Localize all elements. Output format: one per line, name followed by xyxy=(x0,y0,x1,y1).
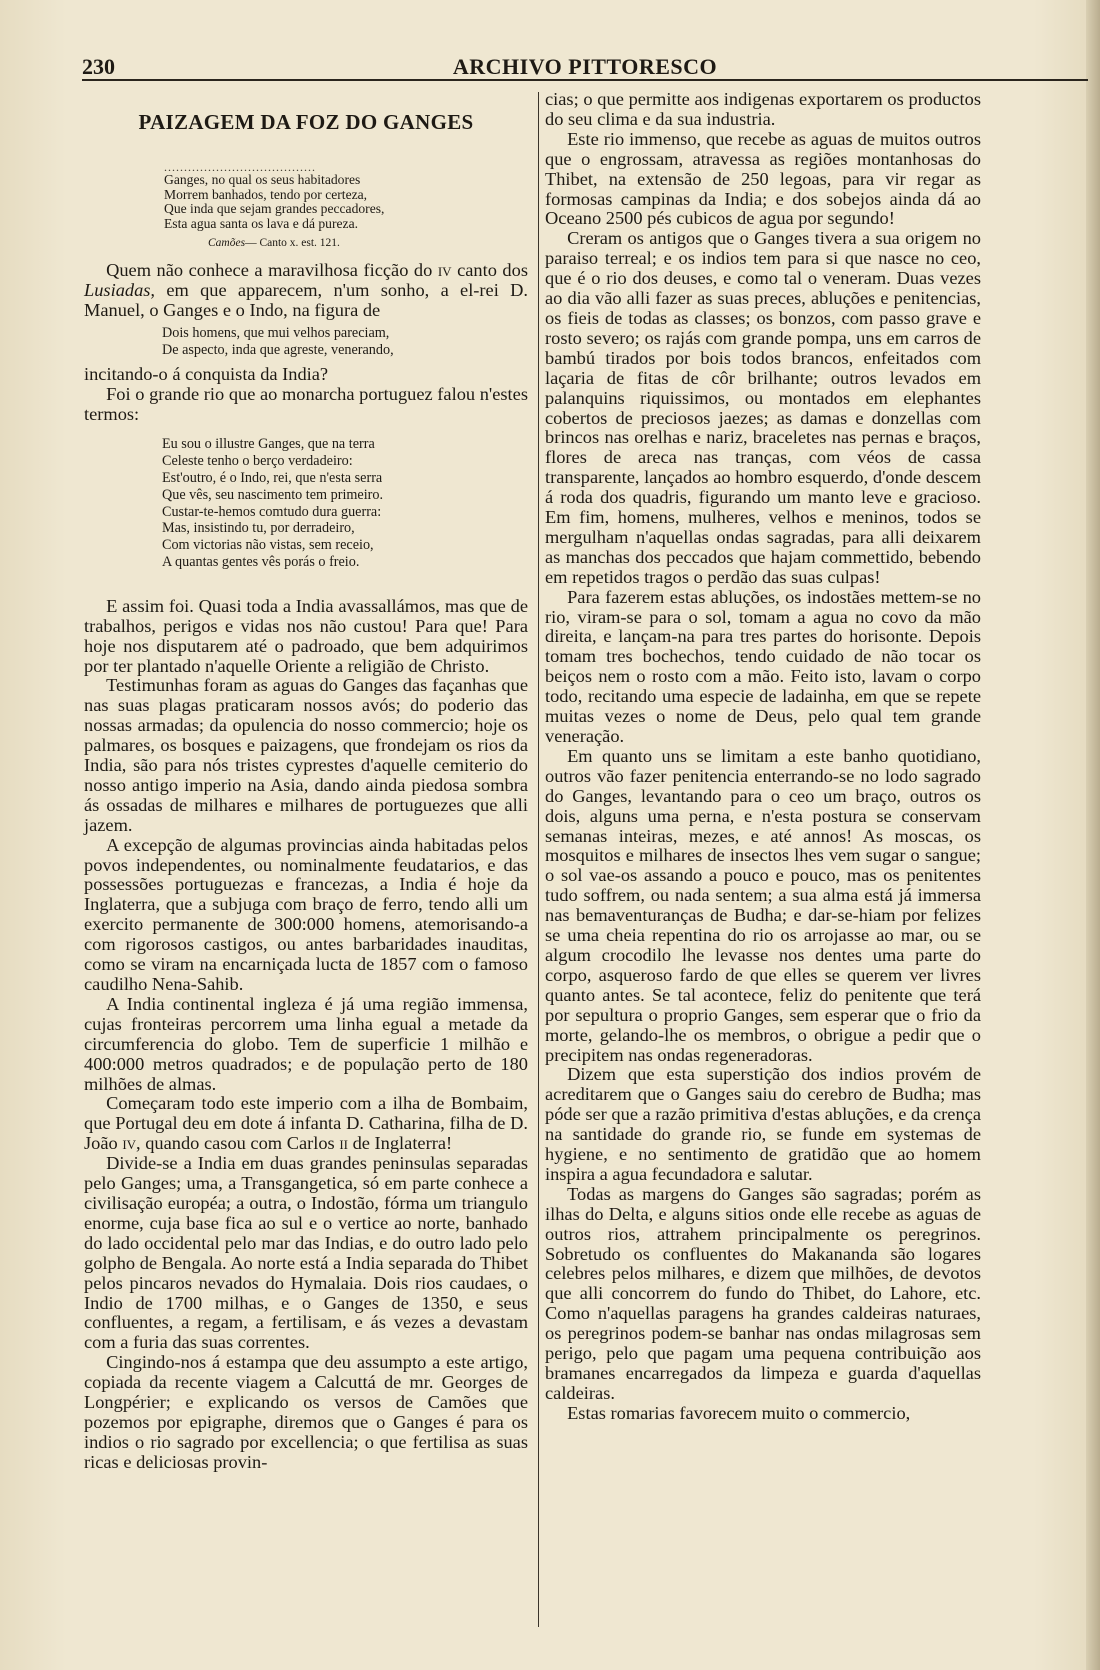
verse-line: Dois homens, que mui velhos pareciam, xyxy=(162,325,390,342)
roman-numeral: iv xyxy=(437,260,452,281)
verse-quote xyxy=(162,325,528,359)
paragraph: Testimunhas foram as aguas do Ganges das façanhas que nas suas plagas praticaram nossos avós; do poderio das nossas armadas; da opulencia do nosso commercio; hoje os palmares, os bosques e paizagens, que frondejam os rios da India, são para nós tristes cyprestes d'aquelle cemiterio do nosso antigo imperio na Asia, dando ainda piedosa sombra ás ossadas de milhares e milhares de portuguezes que alli jazem. xyxy=(84,675,528,835)
page-number: 230 xyxy=(82,54,115,79)
text-run: Começaram todo este imperio com a ilha de Bombaim, que Portugal deu em dote á infanta D. Catharina, filha de D. João xyxy=(84,1093,528,1154)
verse-line: Que vês, seu nascimento tem primeiro. xyxy=(162,486,384,503)
paragraph: Para fazerem estas abluções, os indostães mettem-se no rio, viram-se para o sol, tomam a agua no covo da mão direita, e lançam-na para tres partes do horisonte. Depois tomam tres bochechos, tendo cuidado de não tocar os beiços nem o rosto com a mão. Feito isto, lavam o corpo todo, recitando uma especie de ladainha, em que se repete muitas vezes o nome de Deus, pelo qual tem grande veneração. xyxy=(545,586,981,746)
verse-line: A quantas gentes vês porás o freio. xyxy=(162,553,360,570)
roman-numeral: iv xyxy=(122,1133,137,1154)
text-run: em que apparecem, n'um sonho, a el-rei D. Manuel, o Ganges e o Indo, na figura de xyxy=(84,280,528,321)
epigraph-ellipsis: ...................................... xyxy=(164,160,316,174)
citation-reference: — Canto x. est. 121. xyxy=(245,237,340,250)
right-column xyxy=(545,90,981,1424)
running-title: ARCHIVO PITTORESCO xyxy=(452,54,718,79)
paragraph: E assim foi. Quasi toda a India avassallámos, mas que de trabalhos, perigos e vidas nos não custou! Para que! Para hoje nos disputarem até o padroado, que bem adquirimos por ter plantado n'aquelle Oriente a religião de Christo. xyxy=(84,595,528,676)
epigraph-line: Que inda que sejam grandes peccadores, xyxy=(164,201,385,217)
verse-line: Mas, insistindo tu, por derradeiro, xyxy=(162,520,355,537)
left-column xyxy=(84,90,528,1473)
header-rule xyxy=(82,79,1088,81)
paragraph xyxy=(84,1094,528,1154)
paragraph: Em quanto uns se limitam a este banho quotidiano, outros vão fazer penitencia enterrando-se no lodo sagrado do Ganges, levantando para o ceo um braço, outros os dois, alguns uma perna, e n'esta postura se conservam semanas inteiras, mezes, e até annos! As moscas, os mosquitos e milhares de insectos lhes vem sugar o sangue; o sol vae-os assando a pouco e pouco, mas os penitentes tudo soffrem, ou nada sentem; a sua alma está já immersa nas bemaventuranças de Budha; e dar-se-hiam por felizes se uma cheia repentina do rio os arrojasse ao mar, ou se algum crocodilo lhe levasse nos dentes uma parte do corpo, asqueroso fardo de que elles se querem ver livres quanto antes. Se tal acontece, feliz do penitente que terá por sepultura o proprio Ganges, sem esperar que o frio da morte, gelando-lhe os membros, o obrigue a pedir que o precipitem nas ondas regeneradoras. xyxy=(545,745,981,1065)
text-run: de Inglaterra! xyxy=(347,1133,453,1154)
paragraph: incitando-o á conquista da India? xyxy=(84,363,329,384)
verse-line: Est'outro, é o Indo, rei, que n'esta serra xyxy=(162,470,383,486)
verse-line: Eu sou o illustre Ganges, que na terra xyxy=(162,436,375,453)
paragraph: Este rio immenso, que recebe as aguas de muitos outros que o engrossam, atravessa as regiões montanhosas do Thibet, na extensão de 250 legoas, para vir regar as formosas campinas da India; e dos sobejos ainda dá ao Oceano 2500 pés cubicos de agua por segundo! xyxy=(545,128,981,229)
paragraph: Foi o grande rio que ao monarcha portuguez falou n'estes termos: xyxy=(84,383,528,424)
epigraph-line: Morrem banhados, tendo por certeza, xyxy=(164,186,368,202)
epigraph-citation xyxy=(208,237,528,249)
epigraph-line: Ganges, no qual os seus habitadores xyxy=(164,172,361,187)
paragraph: Creram os antigos que o Ganges tivera a sua origem no paraiso terreal; e os indios tem para si que nasce no ceo, que é o rio dos deuses, e como tal o veneram. Duas vezes ao dia vão alli fazer as suas preces, abluções e penitencias, os fieis de todas as classes; os bonzos, com passo grave e rosto severo; os rajás com grande pompa, uns em carros de bambú tirados por bois todos brancos, enfeitados com laçaria de fitas de côr brilhante; outros levados em palanquins riquissimos, ou montados em elephantes cobertos de preciosos jaezes; as damas e donzellas com brincos nas orelhas e nariz, braceletes nas pernas e braços, flores de areca nas tranças, com véos de cassa transparente, lançados ao hombro esquerdo, d'onde descem á roda dos quadris, figurando um manto leve e gracioso. Em fim, homens, mulheres, velhos e meninos, todos se mergulham n'aquellas ondas sagradas, para alli deixarem as manchas dos peccados que hajam commettido, bebendo em repetidos tragos o perdão das suas culpas! xyxy=(545,228,981,587)
verse-line: Custar-te-hemos comtudo dura guerra: xyxy=(162,503,382,520)
verse-quote xyxy=(162,436,528,570)
roman-numeral: ii xyxy=(339,1133,348,1154)
paragraph: Dizem que esta superstição dos indios provém de acreditarem que o Ganges saiu do cerebro de Budha; mas póde ser que a razão primitiva d'estas abluções, e da crença na santidade do grande rio, se funde em systemas de hygiene, e no sentimento de gratidão que ao homem inspira a agua fecundadora e salutar. xyxy=(545,1064,981,1184)
article-title: PAIZAGEM DA FOZ DO GANGES xyxy=(138,110,474,134)
page-edge-shadow xyxy=(1086,0,1100,1670)
verse-line: Com victorias não vistas, sem receio, xyxy=(162,537,374,554)
citation-author: Camões xyxy=(208,237,246,250)
paragraph: cias; o que permitte aos indigenas exportarem os productos do seu clima e da sua industria. xyxy=(545,89,981,129)
paragraph: A India continental ingleza é já uma região immensa, cujas fronteiras percorrem uma linha egual a metade da circumferencia do globo. Tem de superficie 1 milhão e 400:000 metros quadrados; e de população perto de 180 milhões de almas. xyxy=(84,993,528,1094)
epigraph-line: Esta agua santa os lava e dá pureza. xyxy=(164,215,358,231)
paragraph: A excepção de algumas provincias ainda habitadas pelos povos independentes, ou nominalmente feudatarios, e das possessões portuguezas e francezas, a India é hoje da Inglaterra, que a subjuga com braço de ferro, tendo alli um exercito permanente de 300:000 homens, atemorisando-a com rigorosos castigos, ou antes barbaridades inauditas, como se viram na encarniçada lucta de 1857 com o famoso caudilho Nena-Sahib. xyxy=(84,834,528,994)
verse-line: Celeste tenho o berço verdadeiro: xyxy=(162,453,353,470)
text-run: canto dos xyxy=(451,260,528,281)
paragraph: Divide-se a India em duas grandes peninsulas separadas pelo Ganges; uma, a Transgangetica, só em parte conhece a civilisação européa; a outra, o Indostão, fórma um triangulo enorme, cuja base fica ao sul e o vertice ao norte, banhado do lado occidental pelo mar das Indias, e do outro lado pelo golpho de Bengala. Ao norte está a India separada do Thibet pelos pincaros nevados do Hymalaia. Dois rios caudaes, o Indio de 1700 milhas, e o Ganges de 1350, e seus confluentes, a regam, a fertilisam, e ás vezes a devastam com a furia das suas correntes. xyxy=(84,1153,528,1353)
verse-line: De aspecto, inda que agreste, venerando, xyxy=(162,341,394,358)
text-run: Quem não conhece a maravilhosa ficção do xyxy=(106,260,438,281)
paragraph: Todas as margens do Ganges são sagradas; porém as ilhas do Delta, e alguns sitios onde elle recebe as aguas de outros rios, attrahem principalmente os peregrinos. Sobretudo os confluentes do Makananda são logares celebres pelos milhares, e dizem que milhões, de devotos que alli concorrem do fundo do Thibet, do Lahore, etc. Como n'aquellas paragens ha grandes caldeiras naturaes, os peregrinos podem-se banhar nas ondas milagrosas sem perigo, pelo que pagam uma pequena contribuição aos bramanes encarregados da limpeza e guarda d'aquellas caldeiras. xyxy=(545,1183,981,1403)
paragraph: Estas romarias favorecem muito o commercio, xyxy=(567,1402,911,1423)
column-divider xyxy=(538,92,539,1627)
book-title: Lusiadas, xyxy=(84,280,156,301)
text-run: , quando casou com Carlos xyxy=(136,1133,340,1154)
paragraph xyxy=(84,261,528,321)
paragraph: Cingindo-nos á estampa que deu assumpto a este artigo, copiada da recente viagem a Calcuttá de mr. Georges de Longpérier; e explicando os versos de Camões que pozemos por epigraphe, diremos que o Ganges é para os indios o rio sagrado por excellencia; o que fertilisa as suas ricas e deliciosas provin- xyxy=(84,1352,528,1472)
epigraph xyxy=(164,173,528,231)
